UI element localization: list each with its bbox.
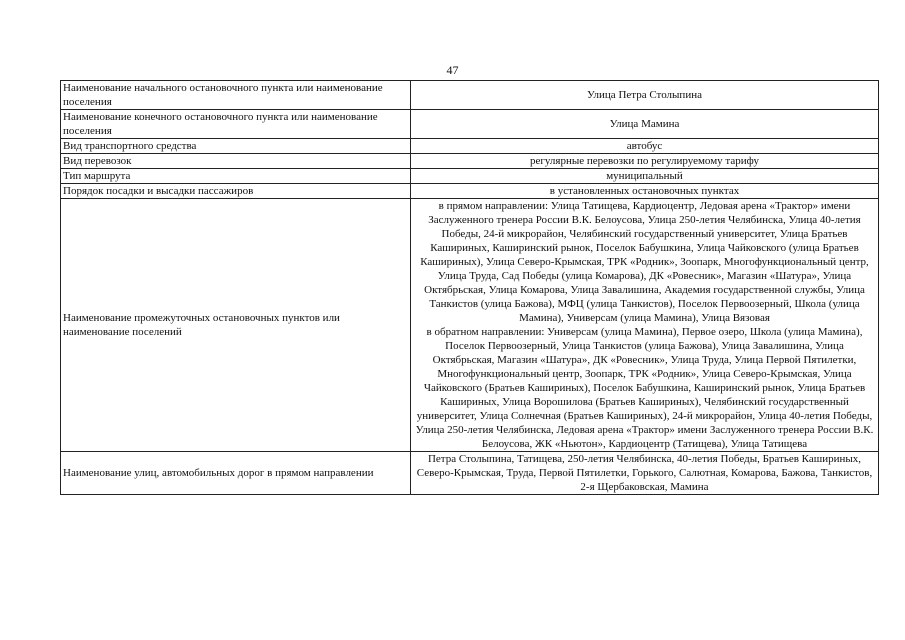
table-row-boarding-order [61, 184, 879, 199]
streets-forward-value: Петра Столыпина, Татищева, 250-летия Челябинска, 40-летия Победы, Братьев Кашириных, Северо-Крымская, Труда, Первой Пятилетки, Горького, Салютная, Комарова, Бажова, Танкистов, 2-я Щербаковская, Мамина [411, 452, 879, 495]
end-stop-label: Наименование конечного остановочного пункта или наименование поселения [61, 110, 411, 139]
reverse-direction-stops: в обратном направлении: Универсам (улица Мамина), Первое озеро, Школа (улица Мамина), Поселок Первоозерный, Улица Танкистов (улица Бажова), Улица Завалишина, Улица Октябрьская, Магазин «Шатура», ДК «Ровесник», Улица Труда, Улица Первой Пятилетки, Многофункциональный центр, Зоопарк, ТРК «Родник», Улица Северо-Крымская, Улица Чайковского (Братьев Кашириных), Поселок Бабушкина, Каширинский рынок, Улица Братьев Кашириных, Улица Ворошилова (Братьев Кашириных), Челябинский государственный университет, Улица Солнечная (Братьев Кашириных), 24-й микрорайон, Улица 40-летия Победы, Улица 250-летия Челябинска, Ледовая арена «Трактор» имени Заслуженного тренера России В.К. Белоусова, ЖК «Ньютон», Кардиоцентр (Татищева), Улица Татищева [415, 326, 874, 450]
transport-kind-value: регулярные перевозки по регулируемому тарифу [411, 154, 879, 169]
table-row-transport-kind [61, 154, 879, 169]
route-table [60, 80, 879, 495]
boarding-order-label: Порядок посадки и высадки пассажиров [61, 184, 411, 199]
table-row-vehicle-type [61, 139, 879, 154]
transport-kind-label: Вид перевозок [61, 154, 411, 169]
vehicle-type-value: автобус [411, 139, 879, 154]
page-number: 47 [446, 63, 459, 77]
vehicle-type-label: Вид транспортного средства [61, 139, 411, 154]
streets-forward-label: Наименование улиц, автомобильных дорог в прямом направлении [61, 452, 411, 495]
forward-direction-stops: в прямом направлении: Улица Татищева, Кардиоцентр, Ледовая арена «Трактор» имени Заслуженного тренера России В.К. Белоусова, Улица 250-летия Челябинска, Улица 40-летия Победы, 24-й микрорайон, Челябинский государственный университет, Улица Братьев Кашириных, Каширинский рынок, Поселок Бабушкина, Улица Чайковского (улица Братьев Кашириных), Улица Северо-Крымская, ТРК «Родник», Зоопарк, Многофункциональный центр, Улица Труда, Сад Победы (улица Комарова), ДК «Ровесник», Магазин «Шатура», Улица Октябрьская, Улица Комарова, Улица Завалишина, Академия государственной службы, Улица Танкистов (улица Бажова), МФЦ (улица Танкистов), Поселок Первоозерный, Школа (улица Мамина), Универсам (улица Мамина), Улица Вязовая [420, 200, 869, 324]
start-stop-label: Наименование начального остановочного пункта или наименование поселения [61, 81, 411, 110]
route-type-value: муниципальный [411, 169, 879, 184]
table-row-route-type [61, 169, 879, 184]
route-type-label: Тип маршрута [61, 169, 411, 184]
table-row-start-stop [61, 81, 879, 110]
start-stop-value: Улица Петра Столыпина [411, 81, 879, 110]
boarding-order-value: в установленных остановочных пунктах [411, 184, 879, 199]
intermediate-stops-value [411, 199, 879, 452]
table-row-end-stop [61, 110, 879, 139]
intermediate-stops-label: Наименование промежуточных остановочных пунктов или наименование поселений [61, 199, 411, 452]
end-stop-value: Улица Мамина [411, 110, 879, 139]
table-row-intermediate-stops [61, 199, 879, 452]
table-row-streets-forward [61, 452, 879, 495]
